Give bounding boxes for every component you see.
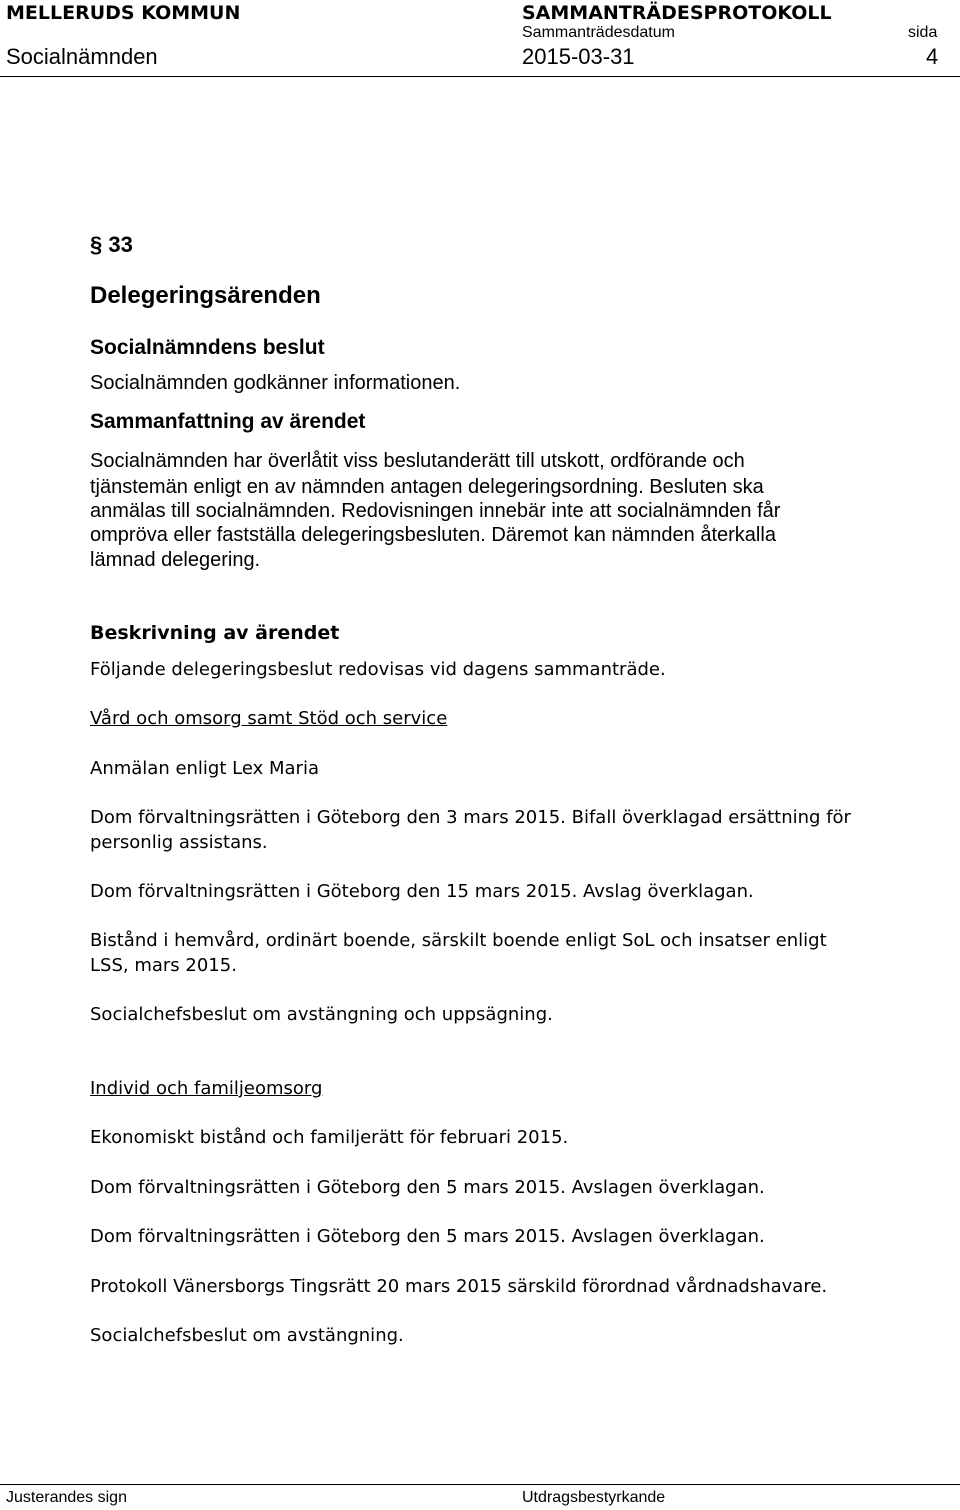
summary-line: lämnad delegering. (90, 549, 261, 571)
description-text: Följande delegeringsbeslut redovisas vid dagens sammanträde. (90, 659, 666, 680)
vard-heading: Vård och omsorg samt Stöd och service (90, 708, 448, 729)
list-item-continued: LSS, mars 2015. (90, 955, 237, 976)
header-divider (0, 76, 960, 77)
footer-divider (0, 1484, 960, 1485)
description-heading: Beskrivning av ärendet (90, 622, 340, 644)
page-label: sida (908, 24, 938, 41)
committee-name: Socialnämnden (6, 44, 158, 69)
list-item: Anmälan enligt Lex Maria (90, 758, 319, 779)
list-item: Protokoll Vänersborgs Tingsrätt 20 mars 2015 särskild förordnad vårdnadshavare. (90, 1276, 828, 1297)
list-item: Dom förvaltningsrätten i Göteborg den 3 mars 2015. Bifall överklagad ersättning för (90, 807, 851, 828)
summary-line: tjänstemän enligt en av nämnden antagen delegeringsordning. Besluten ska (90, 476, 764, 498)
signature-label: Justerandes sign (6, 1489, 127, 1506)
list-item: Ekonomiskt bistånd och familjerätt för februari 2015. (90, 1127, 569, 1148)
document-type: SAMMANTRÄDESPROTOKOLL (522, 2, 832, 24)
list-item: Dom förvaltningsrätten i Göteborg den 5 mars 2015. Avslagen överklagan. (90, 1226, 765, 1247)
list-item: Bistånd i hemvård, ordinärt boende, särskilt boende enligt SoL och insatser enligt (90, 930, 827, 951)
decision-heading: Socialnämndens beslut (90, 336, 325, 359)
page-number: 4 (926, 44, 939, 69)
list-item: Socialchefsbeslut om avstängning och uppsägning. (90, 1004, 553, 1025)
certification-label: Utdragsbestyrkande (522, 1489, 666, 1506)
summary-line: anmälas till socialnämnden. Redovisningen innebär inte att socialnämnden får (90, 500, 781, 522)
list-item: Dom förvaltningsrätten i Göteborg den 15 mars 2015. Avslag överklagan. (90, 881, 754, 902)
individ-heading: Individ och familjeomsorg (90, 1078, 323, 1099)
section-title: Delegeringsärenden (90, 282, 321, 309)
paragraph-number: § 33 (90, 232, 133, 257)
date-label: Sammanträdesdatum (522, 24, 675, 41)
meeting-date: 2015-03-31 (522, 44, 635, 69)
list-item-continued: personlig assistans. (90, 832, 268, 853)
decision-text: Socialnämnden godkänner informationen. (90, 372, 461, 394)
list-item: Socialchefsbeslut om avstängning. (90, 1325, 404, 1346)
summary-line: Socialnämnden har överlåtit viss beslutanderätt till utskott, ordförande och (90, 450, 745, 472)
list-item: Dom förvaltningsrätten i Göteborg den 5 mars 2015. Avslagen överklagan. (90, 1177, 765, 1198)
organization-name: MELLERUDS KOMMUN (6, 2, 241, 24)
summary-heading: Sammanfattning av ärendet (90, 410, 366, 433)
summary-line: ompröva eller fastställa delegeringsbesluten. Däremot kan nämnden återkalla (90, 524, 776, 546)
